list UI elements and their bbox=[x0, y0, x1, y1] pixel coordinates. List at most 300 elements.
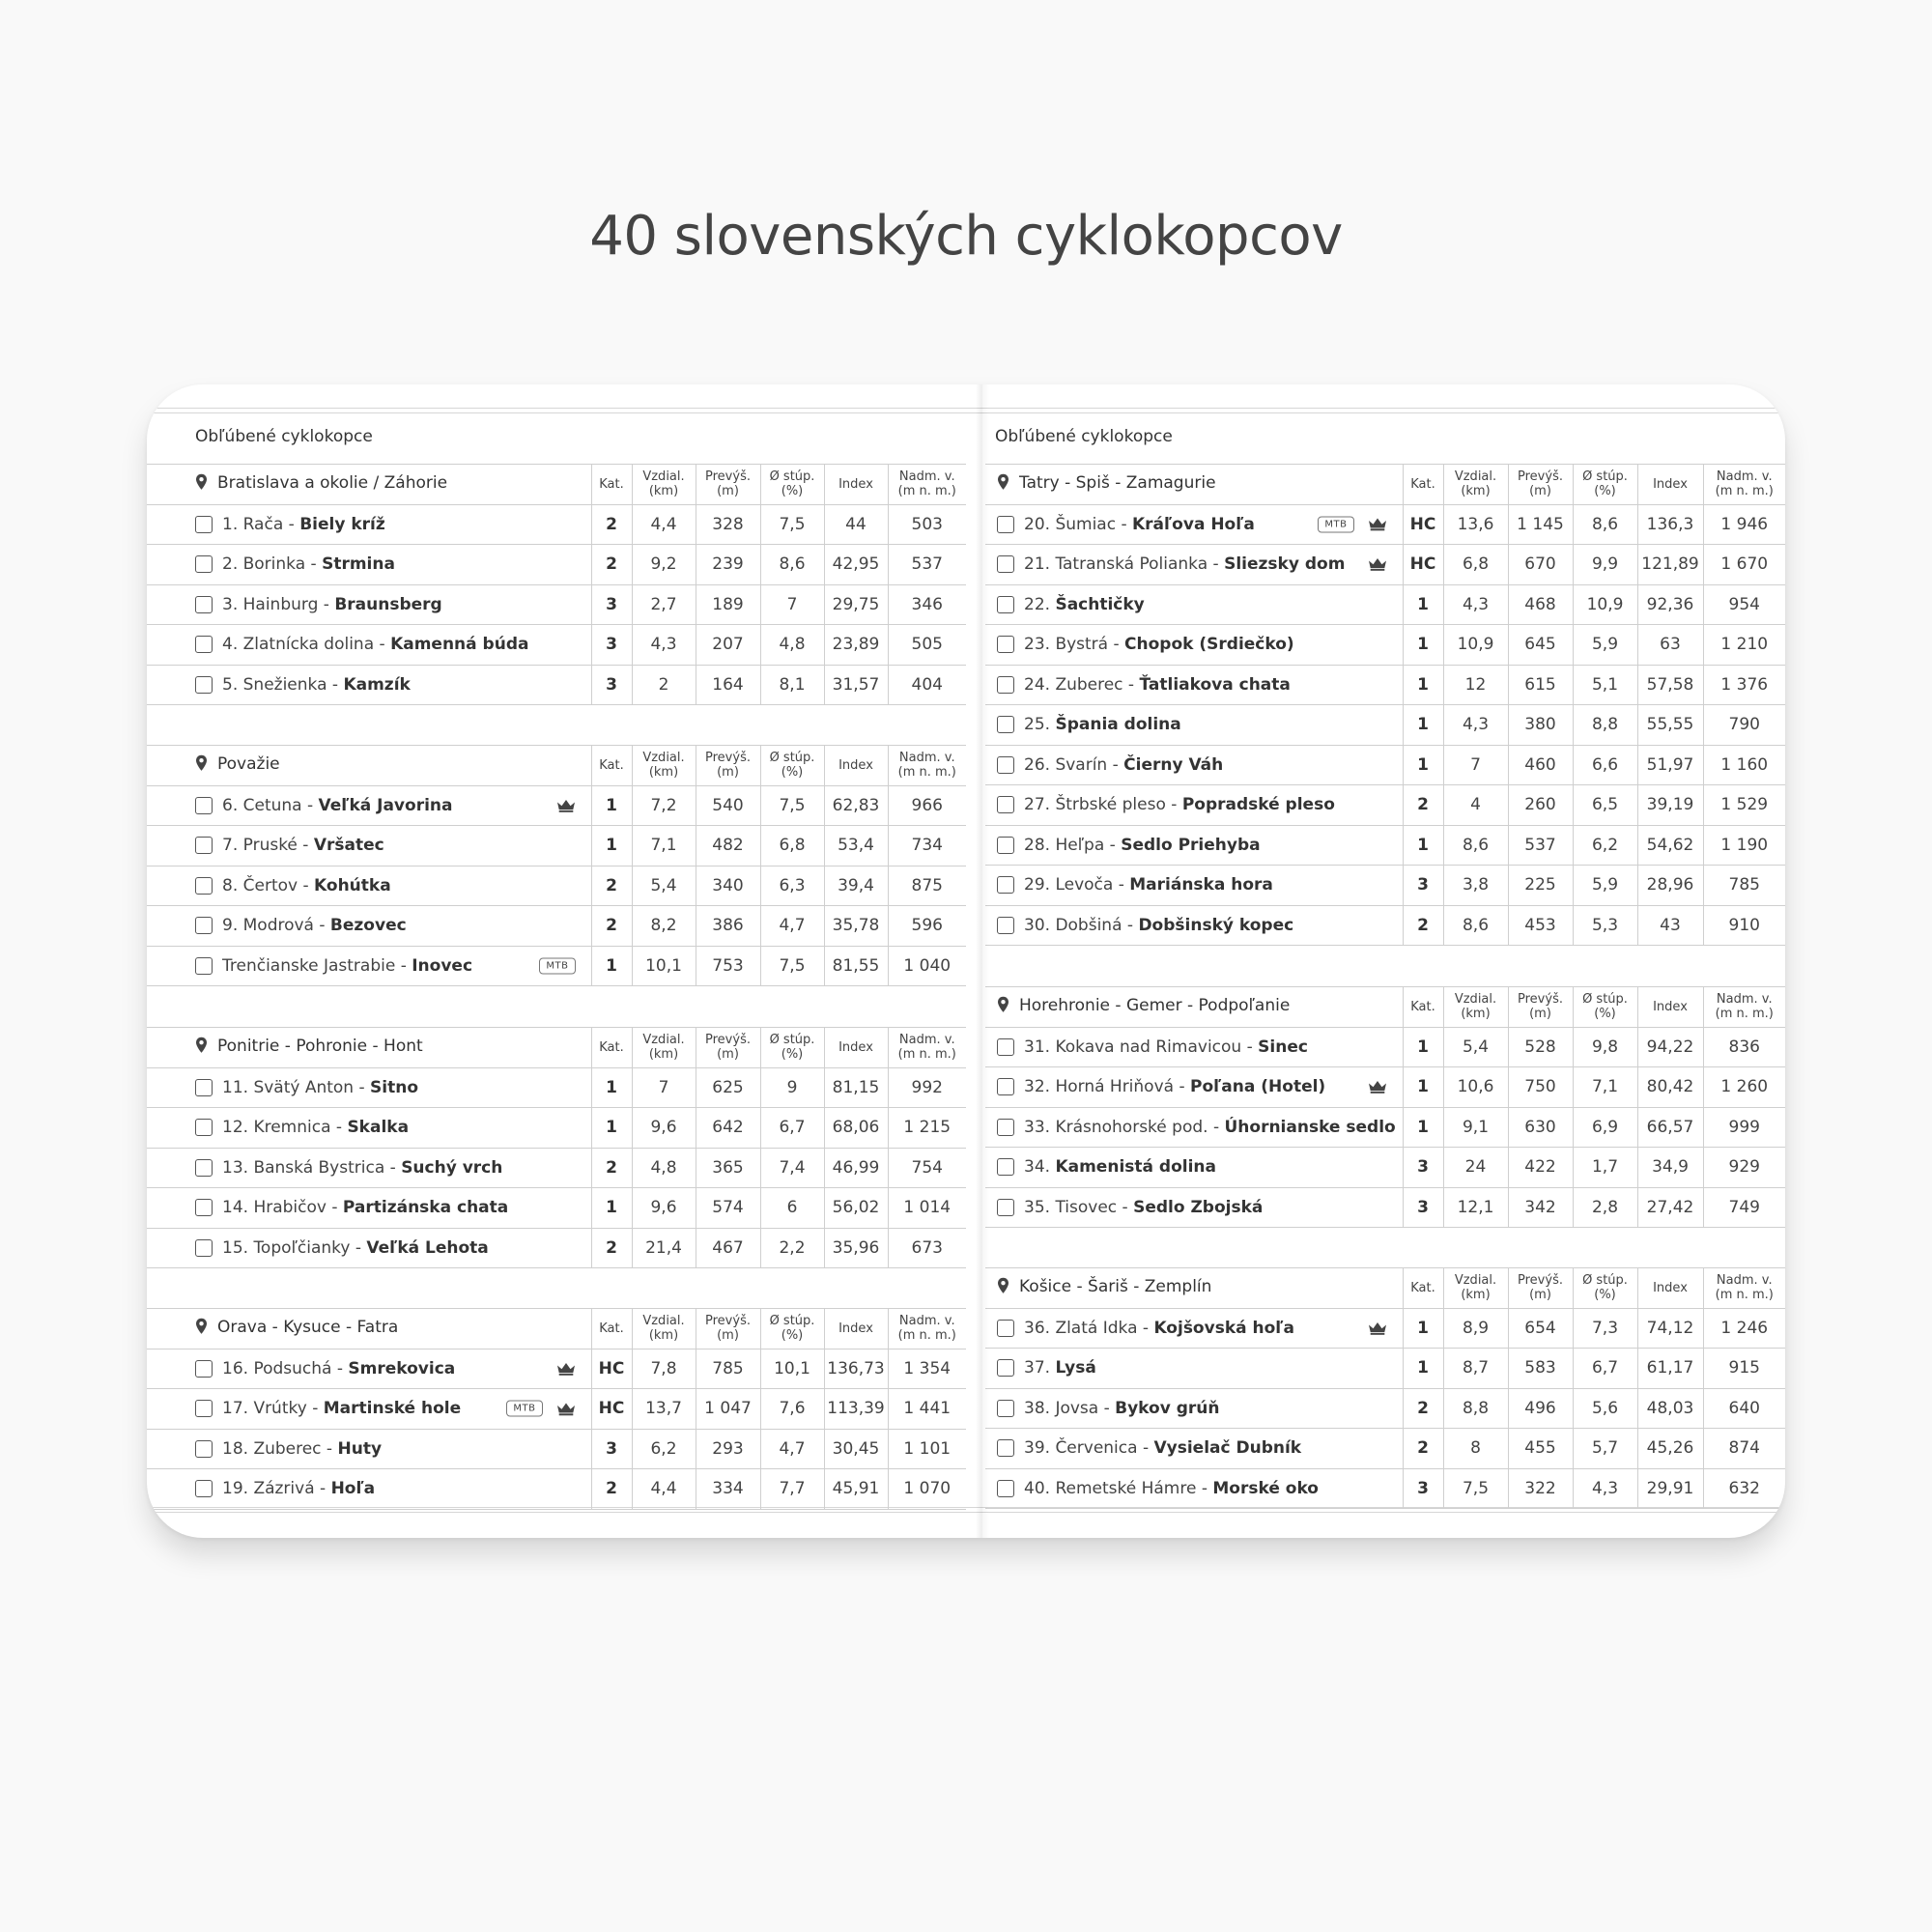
elevation-gain-cell: 207 bbox=[696, 625, 760, 666]
elevation-gain-cell: 340 bbox=[696, 866, 760, 906]
climb-summit: Vysielač Dubník bbox=[1153, 1438, 1302, 1459]
climb-start: 27. Štrbské pleso - bbox=[1024, 795, 1182, 815]
climb-start: 12. Kremnica - bbox=[222, 1118, 348, 1138]
col-header-distance-line: (km) bbox=[648, 1047, 679, 1063]
climb-summit: Popradské pleso bbox=[1181, 795, 1335, 815]
index-cell: 30,45 bbox=[824, 1429, 888, 1469]
elevation-gain-cell: 468 bbox=[1508, 584, 1573, 625]
distance-cell: 8,6 bbox=[1443, 905, 1508, 946]
index-cell: 63 bbox=[1637, 625, 1703, 666]
index-cell: 34,9 bbox=[1637, 1148, 1703, 1188]
climb-name-cell bbox=[147, 866, 591, 906]
distance-cell: 4,3 bbox=[1443, 705, 1508, 746]
climb-row bbox=[985, 1429, 1785, 1469]
climb-checkbox[interactable] bbox=[997, 1480, 1014, 1497]
climb-row bbox=[147, 584, 966, 625]
climb-row bbox=[147, 1228, 966, 1268]
climb-row bbox=[147, 1429, 966, 1469]
climb-label bbox=[222, 876, 391, 895]
climb-summit: Kohútka bbox=[314, 875, 391, 895]
category-cell: 1 bbox=[1403, 625, 1443, 666]
table-header-row bbox=[147, 1028, 966, 1068]
climb-summit: Ťatliakova chata bbox=[1139, 674, 1291, 695]
col-header-gradient-line: (%) bbox=[1594, 484, 1616, 499]
climb-start: 24. Zuberec - bbox=[1024, 674, 1140, 695]
elevation-gain-cell: 164 bbox=[696, 665, 760, 705]
climb-start: 35. Tisovec - bbox=[1024, 1197, 1134, 1217]
category-cell: 2 bbox=[591, 1148, 632, 1188]
climb-start: 8. Čertov - bbox=[222, 875, 315, 895]
distance-cell: 13,6 bbox=[1443, 504, 1508, 545]
climb-start: 4. Zlatnícka dolina - bbox=[222, 635, 391, 655]
climb-row bbox=[985, 545, 1785, 585]
altitude-cell: 1 215 bbox=[888, 1108, 966, 1149]
col-header-altitude-line: Nadm. v. bbox=[898, 469, 955, 485]
altitude-cell: 1 101 bbox=[888, 1429, 966, 1469]
index-cell: 46,99 bbox=[824, 1148, 888, 1188]
climb-summit: Smrekovica bbox=[348, 1358, 456, 1378]
gradient-cell: 10,1 bbox=[760, 1349, 824, 1389]
index-cell: 56,02 bbox=[824, 1188, 888, 1229]
category-cell: HC bbox=[1403, 504, 1443, 545]
distance-cell: 3,8 bbox=[1443, 866, 1508, 906]
col-header-index: Index bbox=[824, 1309, 888, 1350]
elevation-gain-cell: 189 bbox=[696, 584, 760, 625]
index-cell: 57,58 bbox=[1637, 665, 1703, 705]
climb-checkbox[interactable] bbox=[195, 516, 213, 533]
col-header-elevation-gain-line: Prevýš. bbox=[705, 1314, 751, 1329]
top-rule bbox=[147, 408, 1785, 409]
climb-label bbox=[1024, 1118, 1396, 1137]
index-cell: 121,89 bbox=[1637, 545, 1703, 585]
distance-cell: 7 bbox=[632, 1067, 696, 1108]
gradient-cell: 5,6 bbox=[1573, 1388, 1637, 1429]
col-header-altitude-line: Nadm. v. bbox=[1716, 469, 1773, 485]
distance-cell: 7,1 bbox=[632, 826, 696, 867]
gradient-cell: 5,1 bbox=[1573, 665, 1637, 705]
climb-checkbox[interactable] bbox=[997, 716, 1014, 733]
col-header-gradient bbox=[760, 746, 824, 786]
col-header-gradient bbox=[760, 1309, 824, 1350]
mtb-badge: MTB bbox=[539, 957, 575, 974]
climb-start: 31. Kokava nad Rimavicou - bbox=[1024, 1037, 1259, 1057]
climb-name-cell bbox=[147, 1108, 591, 1149]
climb-label bbox=[222, 1078, 418, 1097]
climb-checkbox[interactable] bbox=[195, 555, 213, 573]
category-cell: 1 bbox=[591, 785, 632, 826]
climb-start: 17. Vrútky - bbox=[222, 1399, 324, 1419]
climb-summit: Mariánska hora bbox=[1129, 875, 1273, 895]
climb-start: 3. Hainburg - bbox=[222, 594, 335, 614]
index-cell: 62,83 bbox=[824, 785, 888, 826]
category-cell: 1 bbox=[1403, 705, 1443, 746]
elevation-gain-cell: 453 bbox=[1508, 905, 1573, 946]
gradient-cell: 7,5 bbox=[760, 785, 824, 826]
climb-summit: Strmina bbox=[322, 554, 395, 575]
col-header-distance bbox=[1443, 1268, 1508, 1309]
climb-checkbox[interactable] bbox=[997, 1119, 1014, 1136]
elevation-gain-cell: 334 bbox=[696, 1469, 760, 1510]
distance-cell: 4,3 bbox=[1443, 584, 1508, 625]
altitude-cell: 992 bbox=[888, 1067, 966, 1108]
climb-row bbox=[147, 1389, 966, 1430]
climb-name-cell bbox=[985, 1027, 1403, 1067]
col-header-elevation-gain bbox=[696, 746, 760, 786]
index-cell: 45,26 bbox=[1637, 1429, 1703, 1469]
distance-cell: 6,2 bbox=[632, 1429, 696, 1469]
category-cell: 1 bbox=[591, 1108, 632, 1149]
elevation-gain-cell: 422 bbox=[1508, 1148, 1573, 1188]
climb-start: 19. Zázrivá - bbox=[222, 1479, 331, 1499]
climb-checkbox[interactable] bbox=[195, 1079, 213, 1096]
climb-checkbox[interactable] bbox=[195, 1360, 213, 1378]
distance-cell: 5,4 bbox=[632, 866, 696, 906]
index-cell: 53,4 bbox=[824, 826, 888, 867]
altitude-cell: 1 040 bbox=[888, 946, 966, 986]
gradient-cell: 6,8 bbox=[760, 826, 824, 867]
category-cell: 3 bbox=[1403, 866, 1443, 906]
category-cell: 1 bbox=[591, 826, 632, 867]
climb-summit: Úhornianske sedlo bbox=[1224, 1117, 1396, 1137]
climb-checkbox[interactable] bbox=[997, 917, 1014, 934]
climb-name-cell bbox=[147, 785, 591, 826]
climb-checkbox[interactable] bbox=[195, 676, 213, 694]
climb-badges bbox=[556, 799, 576, 812]
col-header-altitude-line: (m n. m.) bbox=[897, 1047, 956, 1063]
climb-summit: Čierny Váh bbox=[1123, 754, 1224, 775]
col-header-elevation-gain bbox=[696, 1028, 760, 1068]
climb-label bbox=[222, 635, 528, 654]
gradient-cell: 9,9 bbox=[1573, 545, 1637, 585]
index-cell: 27,42 bbox=[1637, 1187, 1703, 1228]
climb-row bbox=[985, 1148, 1785, 1188]
col-header-gradient-line: Ø stúp. bbox=[769, 1033, 815, 1048]
climb-checkbox[interactable] bbox=[997, 1078, 1014, 1095]
col-header-altitude bbox=[888, 746, 966, 786]
climb-row bbox=[147, 906, 966, 947]
location-pin-icon bbox=[997, 1277, 1009, 1299]
climb-name-cell bbox=[985, 1187, 1403, 1228]
climb-label bbox=[222, 1118, 409, 1137]
gradient-cell: 7,3 bbox=[1573, 1308, 1637, 1349]
climb-summit: Martinské hole bbox=[323, 1399, 462, 1419]
climb-name-cell bbox=[985, 545, 1403, 585]
region-name: Bratislava a okolie / Záhorie bbox=[217, 472, 448, 493]
climb-row bbox=[147, 504, 966, 545]
climb-summit: Hoľa bbox=[330, 1479, 376, 1499]
climb-checkbox[interactable] bbox=[195, 877, 213, 895]
category-cell: 1 bbox=[591, 1067, 632, 1108]
climb-checkbox[interactable] bbox=[997, 516, 1014, 533]
col-header-elevation-gain-line: Prevýš. bbox=[705, 469, 751, 485]
col-header-distance-line: Vzdial. bbox=[1454, 992, 1497, 1008]
gradient-cell: 8,1 bbox=[760, 665, 824, 705]
climb-row bbox=[985, 785, 1785, 826]
distance-cell: 7,8 bbox=[632, 1349, 696, 1389]
distance-cell: 10,1 bbox=[632, 946, 696, 986]
altitude-cell: 749 bbox=[1703, 1187, 1785, 1228]
index-cell: 31,57 bbox=[824, 665, 888, 705]
climb-row bbox=[985, 1388, 1785, 1429]
gradient-cell: 7,5 bbox=[760, 946, 824, 986]
index-cell: 39,4 bbox=[824, 866, 888, 906]
climb-label bbox=[1024, 836, 1261, 855]
climb-checkbox[interactable] bbox=[195, 1480, 213, 1497]
gradient-cell: 5,7 bbox=[1573, 1429, 1637, 1469]
climb-row bbox=[985, 1027, 1785, 1067]
climb-start: 33. Krásnohorské pod. - bbox=[1024, 1117, 1225, 1137]
col-header-gradient bbox=[1573, 987, 1637, 1028]
col-header-elevation-gain bbox=[1508, 1268, 1573, 1309]
elevation-gain-cell: 630 bbox=[1508, 1107, 1573, 1148]
climb-summit: Sedlo Priehyba bbox=[1121, 835, 1261, 855]
gradient-cell: 7,4 bbox=[760, 1148, 824, 1188]
altitude-cell: 1 070 bbox=[888, 1469, 966, 1510]
climb-label bbox=[1024, 1319, 1294, 1338]
region-table bbox=[985, 986, 1785, 1228]
region-header bbox=[147, 465, 591, 505]
climb-checkbox[interactable] bbox=[195, 1119, 213, 1136]
climb-name-cell bbox=[985, 1468, 1403, 1509]
climb-name-cell bbox=[147, 1148, 591, 1188]
climb-row bbox=[147, 625, 966, 666]
elevation-gain-cell: 540 bbox=[696, 785, 760, 826]
climb-checkbox[interactable] bbox=[997, 636, 1014, 653]
climb-start: 37. bbox=[1024, 1358, 1056, 1378]
index-cell: 136,3 bbox=[1637, 504, 1703, 545]
climb-row bbox=[985, 825, 1785, 866]
climb-row bbox=[147, 785, 966, 826]
index-cell: 51,97 bbox=[1637, 745, 1703, 785]
gradient-cell: 6,3 bbox=[760, 866, 824, 906]
climb-badges bbox=[1368, 557, 1387, 571]
elevation-gain-cell: 1 047 bbox=[696, 1389, 760, 1430]
climb-summit: Sinec bbox=[1258, 1037, 1308, 1057]
distance-cell: 4,4 bbox=[632, 1469, 696, 1510]
climb-label bbox=[222, 1399, 461, 1418]
climb-checkbox[interactable] bbox=[997, 1320, 1014, 1337]
climb-name-cell bbox=[985, 825, 1403, 866]
elevation-gain-cell: 583 bbox=[1508, 1349, 1573, 1389]
col-header-altitude bbox=[888, 465, 966, 505]
climb-checkbox[interactable] bbox=[997, 596, 1014, 613]
category-cell: 1 bbox=[591, 946, 632, 986]
climb-checkbox[interactable] bbox=[195, 1400, 213, 1417]
distance-cell: 4 bbox=[1443, 785, 1508, 826]
gradient-cell: 6,5 bbox=[1573, 785, 1637, 826]
location-pin-icon bbox=[195, 1318, 208, 1340]
index-cell: 39,19 bbox=[1637, 785, 1703, 826]
climb-summit: Kráľova Hoľa bbox=[1132, 514, 1255, 534]
index-cell: 44 bbox=[824, 504, 888, 545]
climb-summit: Inovec bbox=[412, 955, 473, 976]
climb-name-cell bbox=[985, 1148, 1403, 1188]
climb-label bbox=[222, 1359, 455, 1378]
climb-label bbox=[222, 956, 472, 976]
altitude-cell: 954 bbox=[1703, 584, 1785, 625]
climb-label bbox=[222, 796, 452, 815]
climb-row bbox=[985, 1349, 1785, 1389]
col-header-altitude-line: Nadm. v. bbox=[898, 751, 955, 766]
climb-summit: Partizánska chata bbox=[342, 1198, 509, 1218]
climb-start: Trenčianske Jastrabie - bbox=[222, 955, 412, 976]
distance-cell: 9,2 bbox=[632, 545, 696, 585]
col-header-elevation-gain-line: (m) bbox=[717, 765, 739, 781]
climb-checkbox[interactable] bbox=[997, 1400, 1014, 1417]
altitude-cell: 999 bbox=[1703, 1107, 1785, 1148]
elevation-gain-cell: 574 bbox=[696, 1188, 760, 1229]
table-header-row bbox=[147, 1309, 966, 1350]
col-header-distance-line: Vzdial. bbox=[1454, 1273, 1497, 1289]
climb-summit: Lysá bbox=[1055, 1358, 1096, 1378]
climb-checkbox[interactable] bbox=[195, 1159, 213, 1177]
category-cell: 1 bbox=[1403, 1107, 1443, 1148]
climb-checkbox[interactable] bbox=[195, 636, 213, 653]
distance-cell: 8,8 bbox=[1443, 1388, 1508, 1429]
elevation-gain-cell: 785 bbox=[696, 1349, 760, 1389]
gradient-cell: 2,2 bbox=[760, 1228, 824, 1268]
climb-badges bbox=[539, 957, 575, 974]
climb-checkbox[interactable] bbox=[195, 596, 213, 613]
climb-label bbox=[1024, 675, 1291, 695]
climb-name-cell bbox=[147, 1349, 591, 1389]
climb-row bbox=[985, 866, 1785, 906]
altitude-cell: 874 bbox=[1703, 1429, 1785, 1469]
distance-cell: 4,8 bbox=[632, 1148, 696, 1188]
climb-name-cell bbox=[147, 1389, 591, 1430]
climb-badges bbox=[1318, 516, 1386, 532]
col-header-index: Index bbox=[824, 746, 888, 786]
distance-cell: 8 bbox=[1443, 1429, 1508, 1469]
climb-checkbox[interactable] bbox=[997, 676, 1014, 694]
col-header-index: Index bbox=[824, 465, 888, 505]
gradient-cell: 4,8 bbox=[760, 625, 824, 666]
climb-summit: Bezovec bbox=[329, 916, 407, 936]
gradient-cell: 6,2 bbox=[1573, 825, 1637, 866]
climb-start: 11. Svätý Anton - bbox=[222, 1077, 371, 1097]
climb-label bbox=[1024, 554, 1345, 574]
col-header-altitude-line: (m n. m.) bbox=[1715, 1007, 1774, 1022]
region-table bbox=[985, 464, 1785, 946]
climb-label bbox=[222, 554, 395, 574]
climb-checkbox[interactable] bbox=[997, 796, 1014, 813]
climb-name-cell bbox=[147, 946, 591, 986]
elevation-gain-cell: 225 bbox=[1508, 866, 1573, 906]
region-name: Orava - Kysuce - Fatra bbox=[217, 1317, 399, 1337]
elevation-gain-cell: 322 bbox=[1508, 1468, 1573, 1509]
climb-label bbox=[1024, 1399, 1219, 1418]
climb-checkbox[interactable] bbox=[195, 917, 213, 934]
climb-summit: Suchý vrch bbox=[401, 1157, 503, 1178]
climb-checkbox[interactable] bbox=[997, 1038, 1014, 1056]
climb-checkbox[interactable] bbox=[997, 876, 1014, 894]
col-header-elevation-gain-line: (m) bbox=[717, 484, 739, 499]
distance-cell: 9,6 bbox=[632, 1188, 696, 1229]
climb-checkbox[interactable] bbox=[997, 756, 1014, 774]
climb-row bbox=[985, 504, 1785, 545]
col-header-kat: Kat. bbox=[591, 465, 632, 505]
index-cell: 68,06 bbox=[824, 1108, 888, 1149]
climb-row bbox=[147, 1469, 966, 1510]
climb-checkbox[interactable] bbox=[195, 1239, 213, 1257]
climb-checkbox[interactable] bbox=[195, 957, 213, 975]
climb-summit: Dobšinský kopec bbox=[1138, 915, 1294, 935]
bottom-rule bbox=[147, 1512, 1785, 1513]
climb-label bbox=[1024, 755, 1223, 775]
distance-cell: 6,8 bbox=[1443, 545, 1508, 585]
climb-row bbox=[985, 665, 1785, 705]
gradient-cell: 6,7 bbox=[1573, 1349, 1637, 1389]
climb-label bbox=[1024, 1479, 1319, 1498]
climb-label bbox=[1024, 1198, 1263, 1217]
climb-start: 26. Svarín - bbox=[1024, 754, 1124, 775]
climb-start: 38. Jovsa - bbox=[1024, 1398, 1116, 1418]
crown-icon bbox=[1368, 518, 1387, 531]
climb-label bbox=[222, 1238, 489, 1258]
category-cell: 1 bbox=[1403, 1349, 1443, 1389]
gradient-cell: 4,3 bbox=[1573, 1468, 1637, 1509]
col-header-altitude bbox=[888, 1028, 966, 1068]
climb-checkbox[interactable] bbox=[997, 555, 1014, 573]
climb-checkbox[interactable] bbox=[997, 1359, 1014, 1377]
climb-checkbox[interactable] bbox=[997, 1158, 1014, 1176]
col-header-altitude-line: Nadm. v. bbox=[898, 1314, 955, 1329]
climb-name-cell bbox=[147, 584, 591, 625]
climb-start: 15. Topoľčianky - bbox=[222, 1237, 367, 1258]
col-header-distance bbox=[632, 746, 696, 786]
altitude-cell: 966 bbox=[888, 785, 966, 826]
gradient-cell: 6,7 bbox=[760, 1108, 824, 1149]
altitude-cell: 1 246 bbox=[1703, 1308, 1785, 1349]
elevation-gain-cell: 642 bbox=[696, 1108, 760, 1149]
climb-name-cell bbox=[985, 665, 1403, 705]
index-cell: 74,12 bbox=[1637, 1308, 1703, 1349]
gradient-cell: 7,5 bbox=[760, 504, 824, 545]
climb-checkbox[interactable] bbox=[195, 797, 213, 814]
category-cell: 2 bbox=[1403, 1388, 1443, 1429]
climb-badges bbox=[556, 1362, 576, 1376]
climb-name-cell bbox=[147, 826, 591, 867]
index-cell: 113,39 bbox=[824, 1389, 888, 1430]
elevation-gain-cell: 654 bbox=[1508, 1308, 1573, 1349]
climb-checkbox[interactable] bbox=[997, 1199, 1014, 1216]
climb-checkbox[interactable] bbox=[195, 1199, 213, 1216]
col-header-altitude-line: Nadm. v. bbox=[1716, 992, 1773, 1008]
left-page-title: Obľúbené cyklokopce bbox=[195, 427, 373, 446]
gradient-cell: 7,7 bbox=[760, 1469, 824, 1510]
climb-row bbox=[985, 1468, 1785, 1509]
climb-checkbox[interactable] bbox=[195, 837, 213, 854]
altitude-cell: 1 529 bbox=[1703, 785, 1785, 826]
col-header-elevation-gain-line: Prevýš. bbox=[705, 751, 751, 766]
col-header-index: Index bbox=[1637, 987, 1703, 1028]
climb-summit: Huty bbox=[337, 1438, 383, 1459]
altitude-cell: 404 bbox=[888, 665, 966, 705]
category-cell: 2 bbox=[1403, 905, 1443, 946]
elevation-gain-cell: 670 bbox=[1508, 545, 1573, 585]
climb-start: 29. Levoča - bbox=[1024, 875, 1130, 895]
climb-checkbox[interactable] bbox=[997, 1439, 1014, 1457]
gradient-cell: 10,9 bbox=[1573, 584, 1637, 625]
category-cell: 2 bbox=[1403, 785, 1443, 826]
right-page-title: Obľúbené cyklokopce bbox=[995, 427, 1173, 446]
climb-start: 28. Heľpa - bbox=[1024, 835, 1122, 855]
distance-cell: 8,9 bbox=[1443, 1308, 1508, 1349]
climb-checkbox[interactable] bbox=[195, 1440, 213, 1458]
climb-label bbox=[1024, 595, 1145, 614]
climb-checkbox[interactable] bbox=[997, 837, 1014, 854]
climb-start: 23. Bystrá - bbox=[1024, 635, 1125, 655]
